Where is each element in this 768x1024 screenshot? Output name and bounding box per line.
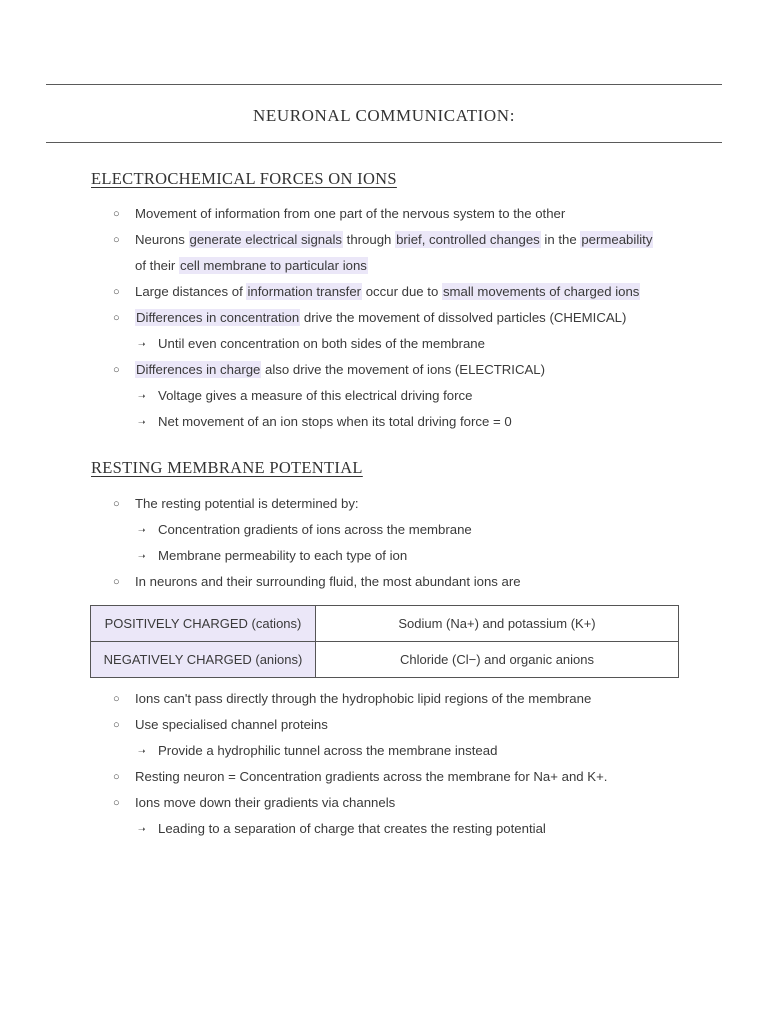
- list-item: [0, 357, 768, 383]
- arrow-bullet-icon: ➝: [138, 391, 146, 401]
- list-item: [0, 201, 768, 227]
- text-run: in the: [540, 232, 581, 247]
- circle-bullet-icon: ○: [113, 364, 120, 376]
- list-item: [0, 279, 768, 305]
- highlighted-text: information transfer: [247, 284, 362, 299]
- list-item: [0, 305, 768, 331]
- list-item: [0, 790, 768, 816]
- circle-bullet-icon: ○: [113, 576, 120, 588]
- item-text: Membrane permeability to each type of ion: [158, 548, 408, 563]
- section-heading-resting-potential: RESTING MEMBRANE POTENTIAL: [91, 458, 363, 477]
- text-run: of their: [135, 258, 179, 273]
- circle-bullet-icon: ○: [113, 498, 120, 510]
- item-text: Movement of information from one part of the nervous system to the other: [135, 206, 566, 221]
- title-rule: [46, 142, 722, 143]
- list-item: [0, 543, 768, 569]
- highlighted-text: brief, controlled changes: [396, 232, 540, 247]
- item-text: [135, 227, 653, 253]
- table-row: [91, 642, 679, 678]
- arrow-bullet-icon: ➝: [138, 824, 146, 834]
- list-item: [0, 816, 768, 842]
- channels-list: [0, 686, 768, 842]
- item-text: Leading to a separation of charge that creates the resting potential: [158, 821, 546, 836]
- table-cell-label: NEGATIVELY CHARGED (anions): [91, 642, 316, 678]
- item-text: [135, 253, 368, 279]
- arrow-bullet-icon: ➝: [138, 551, 146, 561]
- item-text: Concentration gradients of ions across the membrane: [158, 522, 472, 537]
- item-text: [135, 357, 545, 383]
- list-item: [0, 409, 768, 435]
- text-run: through: [343, 232, 396, 247]
- text-run: also drive the movement of ions (ELECTRICAL): [261, 362, 546, 377]
- list-item: [0, 569, 768, 595]
- item-text: [135, 305, 626, 331]
- list-item: [0, 712, 768, 738]
- circle-bullet-icon: ○: [113, 693, 120, 705]
- item-text: Voltage gives a measure of this electrical driving force: [158, 388, 473, 403]
- item-text: Net movement of an ion stops when its total driving force = 0: [158, 414, 512, 429]
- list-item: [0, 491, 768, 517]
- item-text: [135, 279, 640, 305]
- item-text: In neurons and their surrounding fluid, the most abundant ions are: [135, 574, 521, 589]
- text-run: Neurons: [135, 232, 189, 247]
- circle-bullet-icon: ○: [113, 234, 120, 246]
- circle-bullet-icon: ○: [113, 286, 120, 298]
- item-text: Use specialised channel proteins: [135, 717, 328, 732]
- circle-bullet-icon: ○: [113, 208, 120, 220]
- circle-bullet-icon: ○: [113, 797, 120, 809]
- item-text: Ions move down their gradients via channels: [135, 795, 396, 810]
- item-text: Until even concentration on both sides of the membrane: [158, 336, 485, 351]
- resting-potential-list: [0, 491, 768, 595]
- list-item: [0, 227, 768, 253]
- table-row: [91, 606, 679, 642]
- circle-bullet-icon: ○: [113, 771, 120, 783]
- list-item: [0, 764, 768, 790]
- text-run: drive the movement of dissolved particles (CHEMICAL): [300, 310, 627, 325]
- list-item-continuation: [0, 253, 768, 279]
- electrochemical-list: [0, 201, 768, 435]
- item-text: Resting neuron = Concentration gradients across the membrane for Na+ and K+.: [135, 769, 608, 784]
- highlighted-text: small movements of charged ions: [442, 284, 640, 299]
- table-cell-label: POSITIVELY CHARGED (cations): [91, 606, 316, 642]
- list-item: [0, 383, 768, 409]
- list-item: [0, 686, 768, 712]
- top-rule: [46, 84, 722, 85]
- highlighted-text: generate electrical signals: [189, 232, 342, 247]
- highlighted-text: cell membrane to particular ions: [179, 258, 367, 273]
- list-item: [0, 517, 768, 543]
- highlighted-text: permeability: [581, 232, 653, 247]
- item-text: Ions can't pass directly through the hydrophobic lipid regions of the membrane: [135, 691, 592, 706]
- text-run: occur due to: [362, 284, 442, 299]
- arrow-bullet-icon: ➝: [138, 417, 146, 427]
- page-title: NEURONAL COMMUNICATION:: [252, 106, 516, 125]
- circle-bullet-icon: ○: [113, 719, 120, 731]
- list-item: [0, 738, 768, 764]
- text-run: Large distances of: [135, 284, 247, 299]
- section-heading-electrochemical: ELECTROCHEMICAL FORCES ON IONS: [91, 169, 397, 188]
- item-text: The resting potential is determined by:: [135, 496, 359, 511]
- highlighted-text: Differences in charge: [136, 362, 261, 377]
- table-cell-value: Chloride (Cl−) and organic anions: [316, 642, 679, 678]
- arrow-bullet-icon: ➝: [138, 339, 146, 349]
- item-text: Provide a hydrophilic tunnel across the membrane instead: [158, 743, 498, 758]
- circle-bullet-icon: ○: [113, 312, 120, 324]
- highlighted-text: Differences in concentration: [136, 310, 300, 325]
- ions-table: [90, 605, 679, 678]
- arrow-bullet-icon: ➝: [138, 525, 146, 535]
- list-item: [0, 331, 768, 357]
- table-cell-value: Sodium (Na+) and potassium (K+): [316, 606, 679, 642]
- arrow-bullet-icon: ➝: [138, 746, 146, 756]
